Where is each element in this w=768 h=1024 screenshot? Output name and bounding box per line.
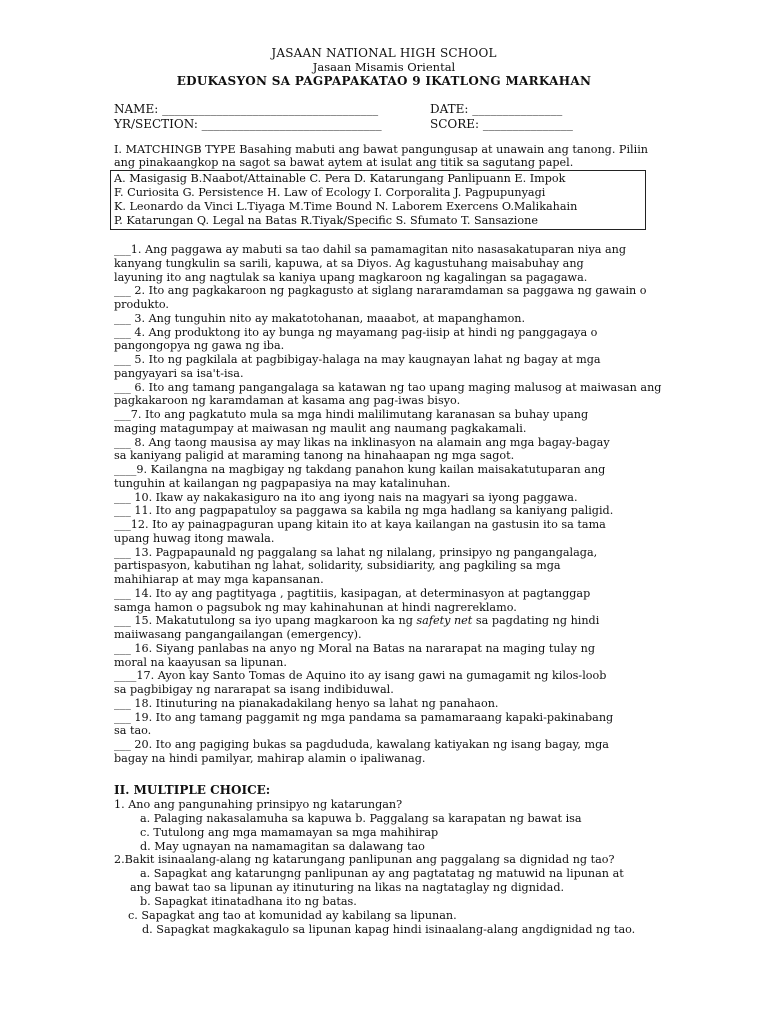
matching-item-line: ___ 16. Siyang panlabas na anyo ng Moral na Batas na nararapat na maging tulay ng <box>114 641 596 655</box>
matching-item-line: pangyayari sa isa't-isa. <box>114 366 244 380</box>
matching-item-line: sa tao. <box>114 724 152 738</box>
matching-item-line: mahihiarap at may mga kapansanan. <box>114 573 324 586</box>
matching-item-line: kanyang tungkulin sa sarili, kapuwa, at sa Diyos. Ag kagustuhang maisabuhay ang <box>114 256 584 270</box>
matching-item-line: pangongopya ng gawa ng iba. <box>114 339 285 353</box>
matching-item-line: maiiwasang pangangailangan (emergency). <box>114 628 362 641</box>
matching-item-line: ___ 20. Ito ang pagiging bukas sa pagdududa, kawalang katiyakan ng isang bagay, mga <box>114 738 609 751</box>
matching-item-line: ___12. Ito ay painagpaguran upang kitain ito at kaya kailangan na gastusin ito sa tama <box>114 518 606 531</box>
line-continuation: sa pagdating ng hindi <box>472 614 600 628</box>
matching-item-line: ___ 18. Itinuturing na pianakadakilang henyo sa lahat ng panahaon. <box>114 696 499 710</box>
matching-item-line: ___ 10. Ikaw ay nakakasiguro na ito ang iyong nais na magyari sa iyong paggawa. <box>114 490 578 504</box>
matching-item-line: ___ 3. Ang tunguhin nito ay makatotohanan, maaabot, at mapanghamon. <box>114 311 526 325</box>
answer-option: a. Sapagkat ang katarungng panlipunan ay ang pagtatatag ng matuwid na lipunan at <box>140 867 624 880</box>
matching-item-line: ____9. Kailangna na magbigay ng takdang panahon kung kailan maisakatutuparan ang <box>114 463 606 476</box>
answer-option: a. Palaging nakasalamuha sa kapuwa b. Paggalang sa karapatan ng bawat isa <box>140 812 582 825</box>
exam-title: EDUKASYON SA PAGPAPAKATAO 9 IKATLONG MARKAHAN <box>176 74 592 88</box>
matching-item-line: samga hamon o pagsubok ng may kahinahunan at hindi nagrereklamo. <box>114 600 517 614</box>
matching-item-line: sa kaniyang paligid at maraming tanong na hinahaapan ng mga sagot. <box>114 449 515 463</box>
part1-instruction: ang pinakaangkop na sagot sa bawat aytem at isulat ang titik sa sagutang papel. <box>114 156 574 169</box>
matching-item-line: ___ 4. Ang produktong ito ay bunga ng mayamang pag-iisip at hindi ng panggagaya o <box>114 325 598 339</box>
section-field[interactable]: YR/SECTION: ______________________________ <box>114 117 382 131</box>
matching-item-line: ___ 13. Pagpapaunald ng paggalang sa lahat ng nilalang, prinsipyo ng pangangalaga, <box>114 545 598 559</box>
matching-item-line: ___7. Ito ang pagkatuto mula sa mga hindi malilimutang karanasan sa buhay upang <box>114 408 589 421</box>
matching-item-line: layuning ito ang nagtulak sa kaniya upang magkaroon ng kagalingan sa pagagawa. <box>114 270 588 284</box>
matching-item-line: upang huwag itong mawala. <box>114 531 275 545</box>
choices-row: P. Katarungan Q. Legal na Batas R.Tiyak/Specific S. Sfumato T. Sansazione <box>114 214 538 227</box>
school-name: JASAAN NATIONAL HIGH SCHOOL <box>271 46 497 60</box>
matching-item-line: ___ 14. Ito ay ang pagtityaga , pagtitiis, kasipagan, at determinasyon at pagtanggap <box>114 586 591 600</box>
part2-heading: II. MULTIPLE CHOICE: <box>114 783 271 797</box>
matching-item-line: ___1. Ang paggawa ay mabuti sa tao dahil sa pamamagitan nito nasasakatuparan niya ang <box>114 243 627 256</box>
matching-item-line: produkto. <box>114 298 169 311</box>
safety-net-term: safety net <box>416 614 473 628</box>
matching-item-line: pagkakaroon ng karamdaman at kasama ang pag-iwas bisyo. <box>114 394 461 408</box>
question-stem: 1. Ano ang pangunahing prinsipyo ng katarungan? <box>114 798 403 811</box>
matching-item-line: ___ 5. Ito ng pagkilala at pagbibigay-halaga na may kaugnayan lahat ng bagay at mga <box>114 353 601 366</box>
matching-item-line: ___ 8. Ang taong mausisa ay may likas na inklinasyon na alamain ang mga bagay-bagay <box>114 435 610 449</box>
choices-row: F. Curiosita G. Persistence H. Law of Ecology I. Corporalita J. Pagpupunyagi <box>114 186 546 199</box>
matching-item-line: tunguhin at kailangan ng pagpapasiya na may katalinuhan. <box>114 476 451 490</box>
matching-item-line: sa pagbibigay ng nararapat sa isang indibiduwal. <box>114 683 394 696</box>
answer-option: b. Sapagkat itinatadhana ito ng batas. <box>140 895 357 908</box>
answer-option: c. Sapagkat ang tao at komunidad ay kabilang sa lipunan. <box>128 909 457 922</box>
matching-item-line: ___ 2. Ito ang pagkakaroon ng pagkagusto at siglang nararamdaman sa paggawa ng gawain o <box>114 284 647 298</box>
date-field[interactable]: DATE: _______________ <box>430 102 563 116</box>
matching-item-line: ___ 19. Ito ang tamang paggamit ng mga pandama sa pamamaraang kapaki-pakinabang <box>114 710 614 724</box>
choices-row: K. Leonardo da Vinci L.Tiyaga M.Time Bound N. Laborem Exercens O.Malikahain <box>114 200 578 213</box>
matching-item-line: ___ 11. Ito ang pagpapatuloy sa paggawa sa kabila ng mga hadlang sa kaniyang paligid. <box>114 504 614 518</box>
matching-item-line: moral na kaayusan sa lipunan. <box>114 655 287 669</box>
question-stem: 2.Bakit isinaalang-alang ng katarungang panlipunan ang paggalang sa dignidad ng tao? <box>114 853 615 866</box>
matching-item-line: bagay na hindi pamilyar, mahirap alamin o ipaliwanag. <box>114 751 426 765</box>
answer-option: d. Sapagkat magkakagulo sa lipunan kapag hindi isinaalang-alang angdignidad ng tao. <box>142 923 636 936</box>
answer-option: ang bawat tao sa lipunan ay itinuturing na likas na nagtataglay ng dignidad. <box>130 881 565 894</box>
answer-option: d. May ugnayan na namamagitan sa dalawang tao <box>140 840 425 853</box>
matching-item-line: maging matagumpay at maiwasan ng maulit ang naumang pagkakamali. <box>114 421 527 435</box>
score-field[interactable]: SCORE: _______________ <box>430 117 573 131</box>
matching-item-line: partispasyon, kabutihan ng lahat, solidarity, subsidiarity, ang pagkiling sa mga <box>114 559 561 573</box>
name-field[interactable]: NAME: ____________________________________ <box>114 102 379 116</box>
part1-instruction: I. MATCHINGB TYPE Basahing mabuti ang bawat pangungusap at unawain ang tanong. Piliin <box>114 143 648 156</box>
school-location: Jasaan Misamis Oriental <box>312 60 456 74</box>
matching-item-line: ___ 6. Ito ang tamang pangangalaga sa katawan ng tao upang maging malusog at maiwasan ang <box>114 380 662 394</box>
matching-item-line: ____17. Ayon kay Santo Tomas de Aquino ito ay isang gawi na gumagamit ng kilos-loob <box>114 669 607 683</box>
answer-option: c. Tutulong ang mga mamamayan sa mga mahihirap <box>140 826 439 839</box>
choices-box <box>110 170 646 230</box>
choices-row: A. Masigasig B.Naabot/Attainable C. Pera D. Katarungang Panlipuann E. Impok <box>114 172 566 185</box>
matching-item-line: ___ 15. Makatutulong sa iyo upang magkaroon ka ng safety net sa pagdating ng hindi <box>114 614 600 628</box>
